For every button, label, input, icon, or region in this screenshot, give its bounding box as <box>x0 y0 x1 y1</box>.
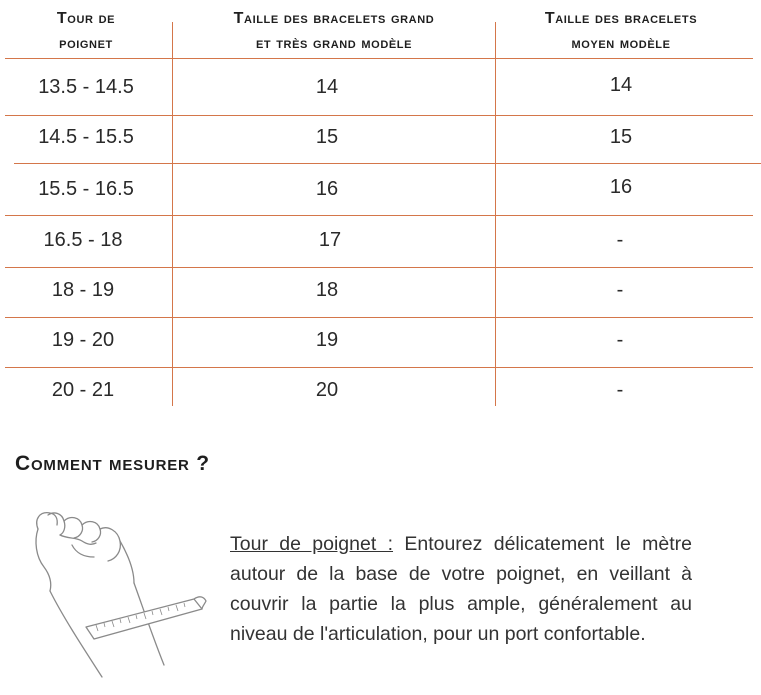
medium-size-cell: - <box>616 329 624 351</box>
instruction-label: Tour de poignet : <box>230 533 394 555</box>
section-heading: Comment mesurer ? <box>15 452 210 475</box>
wrist-size-cell: 20 - 21 <box>51 379 115 401</box>
large-size-cell: 15 <box>315 126 339 148</box>
header-line: moyen modèle <box>571 35 671 52</box>
large-size-cell: 20 <box>315 379 339 401</box>
header-medium-bracelet-size <box>496 6 746 56</box>
large-size-cell: 18 <box>315 279 339 301</box>
medium-size-cell: - <box>616 279 624 301</box>
header-large-bracelet-size <box>172 6 496 56</box>
instruction-text: Entourez délicatement le mètre autour de la base de votre poignet, en veillant à couvrir la partie la plus ample, généralement au niveau de l'articulation, pour un port confortable. <box>230 533 692 645</box>
wrist-size-cell: 18 - 19 <box>51 279 115 301</box>
wrist-size-cell: 19 - 20 <box>51 329 115 351</box>
wrist-size-cell: 16.5 - 18 <box>43 229 123 251</box>
wrist-size-cell: 15.5 - 16.5 <box>38 178 134 200</box>
row-divider <box>5 115 753 116</box>
header-line: Taille des bracelets grand <box>233 10 435 27</box>
medium-size-cell: 15 <box>609 126 633 148</box>
header-line: Taille des bracelets <box>544 10 698 27</box>
medium-size-cell: - <box>616 229 624 251</box>
header-line: et très grand modèle <box>255 35 413 52</box>
header-wrist-size <box>0 6 172 56</box>
large-size-cell: 19 <box>315 329 339 351</box>
row-divider <box>5 367 753 368</box>
large-size-cell: 17 <box>318 229 342 251</box>
row-divider <box>5 267 753 268</box>
row-divider <box>14 163 761 164</box>
large-size-cell: 14 <box>315 76 339 98</box>
hand-measuring-wrist-icon <box>24 505 209 695</box>
large-size-cell: 16 <box>315 178 339 200</box>
header-line: Tour de <box>56 10 116 27</box>
row-divider <box>5 58 753 59</box>
medium-size-cell: 14 <box>609 74 633 96</box>
row-divider <box>5 215 753 216</box>
wrist-size-cell: 13.5 - 14.5 <box>38 76 134 98</box>
medium-size-cell: - <box>616 379 624 401</box>
measurement-instructions <box>230 529 692 649</box>
wrist-size-cell: 14.5 - 15.5 <box>38 126 134 148</box>
header-line: poignet <box>59 35 113 52</box>
medium-size-cell: 16 <box>609 176 633 198</box>
row-divider <box>5 317 753 318</box>
